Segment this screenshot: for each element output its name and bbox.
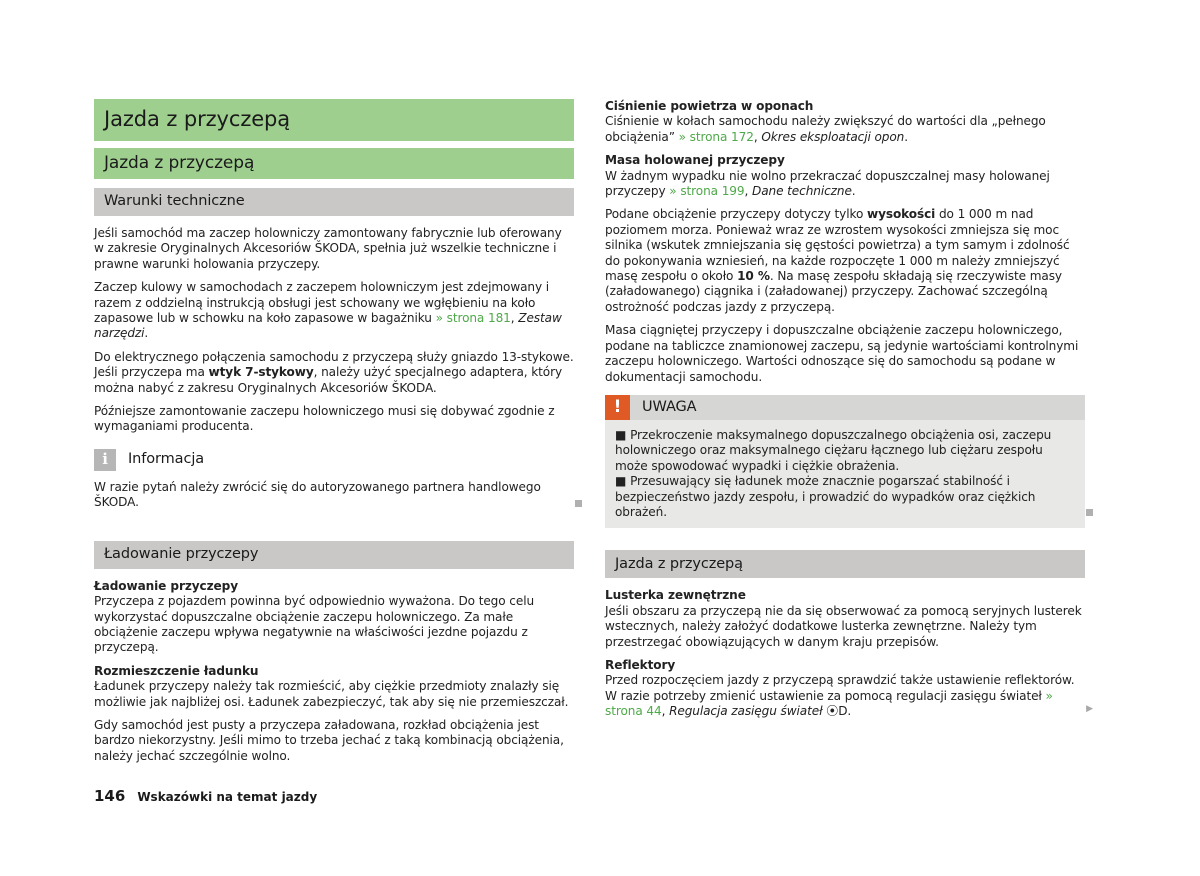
chapter-heading: Jazda z przyczepą	[94, 99, 574, 141]
paragraph: Masa ciągniętej przyczepy i dopuszczalne obciążenie zaczepu holowniczego, podane na tabliczce znamionowej zaczepu, są jedynie wartościami kontrolnymi zaczepu holowniczego. Wartości odnoszące się do samochodu są podane w dokumentacji samochodu.	[605, 323, 1079, 384]
paragraph: Gdy samochód jest pusty a przyczepa załadowana, rozkład obciążenia jest bardzo niekorzystny. Jeśli mimo to trzeba jechać z taką kombinacją obciążenia, należy jechać szczególnie wolno.	[94, 717, 564, 763]
paragraph-heading: Lusterka zewnętrzne	[605, 588, 746, 603]
subsection-heading-loading: Ładowanie przyczepy	[94, 541, 574, 569]
headlight-range-symbol-icon: ⦿D	[822, 704, 848, 719]
left-column	[94, 99, 574, 772]
warning-bullet: ■ Przesuwający się ładunek może znacznie pogarszać stabilność i bezpieczeństwo jazdy zespołu, i prowadzić do wypadków oraz ciężkich obrażeń.	[615, 474, 1036, 519]
paragraph: Podane obciążenie przyczepy dotyczy tylko wysokości do 1 000 m nad poziomem morza. Ponieważ wraz ze wzrostem wysokości zmniejsza się moc silnika (wskutek zmniejszania się gęstości powietrza) a tym samym i zdolność do pokonywania wzniesień, na każde rozpoczęte 1 000 m należy zmniejszyć masę zespołu o około 10 %. Na masę zespołu składają się rzeczywiste masy (załadowanego) ciągnika i (załadowanej) przyczepy. Zachować szczególną ostrożność podczas jazdy z przyczepą.	[605, 207, 1070, 314]
page-number: 146	[94, 787, 126, 805]
section-heading: Jazda z przyczepą	[94, 148, 574, 179]
paragraph: Przed rozpoczęciem jazdy z przyczepą sprawdzić także ustawienie reflektorów. W razie potrzeby zmienić ustawienie za pomocą regulacji zasięgu świateł » strona 44, Regulacja zasięgu świateł ⦿D. ▶	[605, 673, 1093, 719]
paragraph: Jeśli samochód ma zaczep holowniczy zamontowany fabrycznie lub oferowany w zakresie Oryginalnych Akcesoriów ŠKODA, spełnia już wszelkie techniczne i prawne warunki holowania przyczepy.	[94, 226, 562, 271]
paragraph-heading: Ciśnienie powietrza w oponach	[605, 99, 814, 113]
section-end-marker-icon	[1086, 509, 1093, 516]
subsection-heading-technical: Warunki techniczne	[94, 188, 574, 216]
paragraph-heading: Reflektory	[605, 657, 676, 672]
warning-bullet: ■ Przekroczenie maksymalnego dopuszczalnego obciążenia osi, zaczepu holowniczego oraz maksymalnego ciężaru łącznego lub ciężaru zespołu może spowodować wypadki i ciężkie obrażenia.	[615, 427, 1052, 473]
page-reference-link[interactable]: » strona 44	[605, 688, 1053, 719]
warning-body	[605, 420, 1085, 520]
paragraph: Do elektrycznego połączenia samochodu z przyczepą służy gniazdo 13-stykowe. Jeśli przyczepa ma wtyk 7-stykowy, należy użyć specjalnego adaptera, który można nabyć z zakresu Oryginalnych Akcesoriów ŠKODA.	[94, 349, 574, 395]
paragraph: Ładunek przyczepy należy tak rozmieścić, aby ciężkie przedmioty znalazły się możliwie jak najbliżej osi. Ładunek zabezpieczyć, tak aby się nie przemieszczał.	[94, 679, 569, 709]
page-reference-link[interactable]: » strona 181	[435, 311, 511, 326]
right-column	[605, 99, 1093, 728]
paragraph: Przyczepa z pojazdem powinna być odpowiednio wyważona. Do tego celu wykorzystać dopuszczalne obciążenie zaczepu holowniczego. Za małe obciążenie zaczepu wpływa negatywnie na właściwości jezdne pojazdu z przyczepą.	[94, 594, 535, 655]
paragraph-heading: Rozmieszczenie ładunku	[94, 663, 259, 678]
reference-title: Zestaw narzędzi	[94, 311, 562, 341]
paragraph-heading: Ładowanie przyczepy	[94, 578, 238, 593]
warning-title: UWAGA	[642, 398, 697, 415]
reference-title: Regulacja zasięgu świateł	[669, 704, 823, 719]
page-reference-link[interactable]: » strona 199	[669, 184, 745, 199]
warning-header	[605, 395, 1085, 420]
paragraph: W żadnym wypadku nie wolno przekraczać dopuszczalnej masy holowanej przyczepy » strona 199, Dane techniczne.	[605, 168, 1050, 199]
info-box-header	[94, 449, 574, 471]
reference-title: Okres eksploatacji opon	[761, 129, 905, 144]
paragraph: Późniejsze zamontowanie zaczepu holowniczego musi się dobywać zgodnie z wymaganiami producenta.	[94, 404, 555, 434]
info-text: W razie pytań należy zwrócić się do autoryzowanego partnera handlowego ŠKODA.	[94, 480, 574, 511]
section-end-marker-icon	[575, 500, 582, 507]
paragraph: Zaczep kulowy w samochodach z zaczepem holowniczym jest zdejmowany i razem z oddzielną instrukcją obsługi jest schowany we wgłębieniu na koło zapasowe lub w schowku na koło zapasowe w bagażniku » strona 181, Zestaw narzędzi.	[94, 280, 562, 341]
chapter-name: Wskazówki na temat jazdy	[137, 790, 318, 804]
warning-box	[605, 395, 1085, 528]
page-reference-link[interactable]: » strona 172	[678, 129, 754, 144]
reference-title: Dane techniczne	[751, 184, 852, 199]
page-footer	[94, 787, 317, 805]
paragraph: Ciśnienie w kołach samochodu należy zwiększyć do wartości dla „pełnego obciążenia” » strona 172, Okres eksploatacji opon.	[605, 114, 1046, 144]
paragraph: Jeśli obszaru za przyczepą nie da się obserwować za pomocą seryjnych lusterek wstecznych, należy założyć dodatkowe lusterka zewnętrzne. Należy tym przestrzegać obowiązujących w danym kraju przepisów.	[605, 603, 1082, 649]
info-icon: i	[94, 449, 116, 471]
warning-icon: !	[605, 395, 630, 420]
continue-arrow-icon: ▶	[1086, 704, 1093, 715]
info-title: Informacja	[128, 451, 205, 468]
paragraph-heading: Masa holowanej przyczepy	[605, 153, 785, 168]
subsection-heading-driving: Jazda z przyczepą	[605, 550, 1085, 578]
